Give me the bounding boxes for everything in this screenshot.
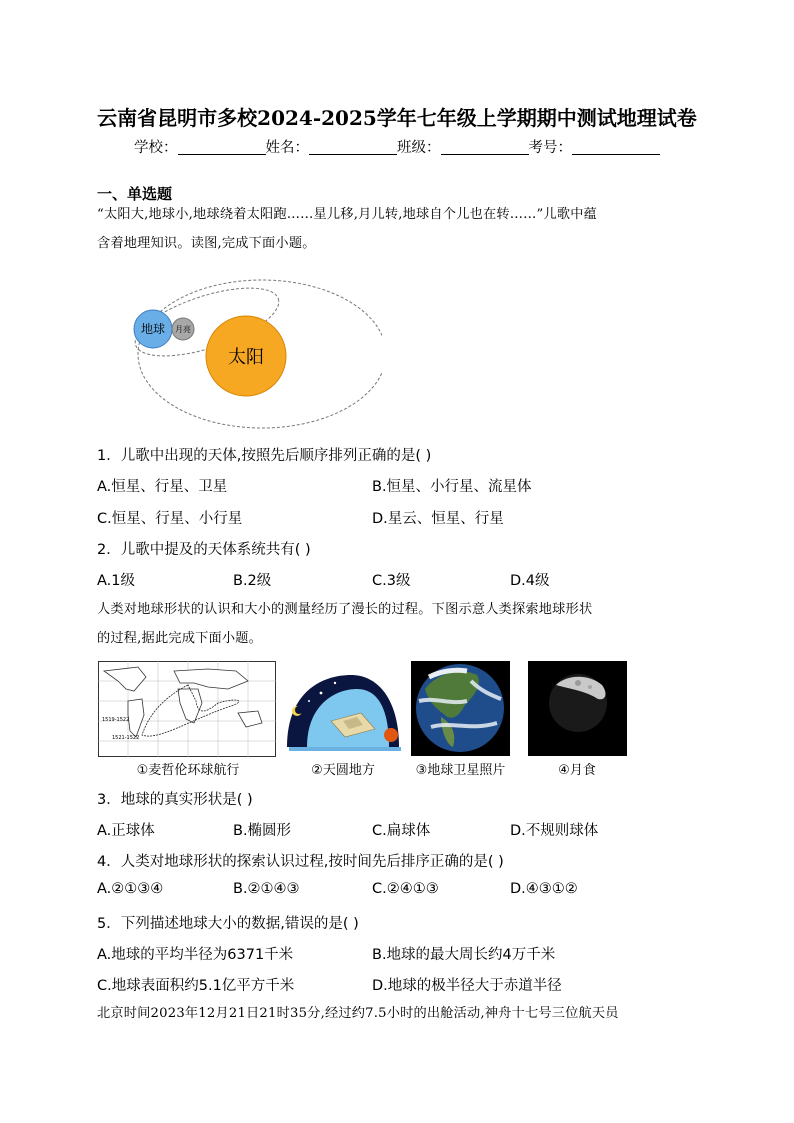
caption-2: ②天圆地方 <box>311 763 375 778</box>
map-route-label-1: 1519-1522 <box>102 717 130 723</box>
passage-1-line-1: “太阳大,地球小,地球绕着太阳跑……星儿移,月儿转,地球自个儿也在转……”儿歌中蕴 <box>97 207 598 222</box>
q1-option-a[interactable]: A.恒星、行星、卫星 <box>97 479 228 495</box>
moon-label: 月亮 <box>175 325 191 334</box>
q3-option-d[interactable]: D.不规则球体 <box>510 823 599 839</box>
magellan-voyage-map <box>98 661 276 757</box>
q5-option-b[interactable]: B.地球的最大周长约4万千米 <box>372 947 556 963</box>
round-sky-square-earth <box>283 671 403 751</box>
question-3: 3．地球的真实形状是( ) <box>97 792 253 808</box>
q2-option-d[interactable]: D.4级 <box>510 573 550 589</box>
sun-earth-moon-figure <box>92 262 382 434</box>
q4-option-a[interactable]: A.②①③④ <box>97 881 164 897</box>
passage-2-line-2: 的过程,据此完成下面小题。 <box>97 631 263 646</box>
lunar-eclipse-photo <box>528 661 627 756</box>
section-heading: 一、单选题 <box>97 185 173 203</box>
caption-3: ③地球卫星照片 <box>415 763 506 778</box>
q1-option-c[interactable]: C.恒星、行星、小行星 <box>97 511 243 527</box>
q4-option-d[interactable]: D.④③①② <box>510 881 578 897</box>
q2-option-b[interactable]: B.2级 <box>233 573 272 589</box>
school-label: 学校： <box>134 140 178 156</box>
q2-option-c[interactable]: C.3级 <box>372 573 411 589</box>
class-label: 班级： <box>397 140 441 156</box>
q1-option-b[interactable]: B.恒星、小行星、流星体 <box>372 479 532 495</box>
caption-1: ①麦哲伦环球航行 <box>136 763 240 778</box>
name-label: 姓名： <box>265 140 309 156</box>
q5-option-d[interactable]: D.地球的极半径大于赤道半径 <box>372 978 562 994</box>
q5-option-c[interactable]: C.地球表面积约5.1亿平方千米 <box>97 978 295 994</box>
map-route-label-2: 1521-1522 <box>112 735 140 741</box>
question-2: 2．儿歌中提及的天体系统共有( ) <box>97 542 311 558</box>
name-blank[interactable] <box>309 139 397 155</box>
q4-option-c[interactable]: C.②④①③ <box>372 881 439 897</box>
q5-option-a[interactable]: A.地球的平均半径为6371千米 <box>97 947 294 963</box>
q1-option-d[interactable]: D.星云、恒星、行星 <box>372 511 504 527</box>
question-1: 1．儿歌中出现的天体,按照先后顺序排列正确的是( ) <box>97 448 432 464</box>
exam-number-blank[interactable] <box>572 139 660 155</box>
q3-option-c[interactable]: C.扁球体 <box>372 823 431 839</box>
caption-4: ④月食 <box>558 763 596 778</box>
earth-label: 地球 <box>140 322 166 336</box>
student-info-row <box>0 136 794 157</box>
passage-1-line-2: 含着地理知识。读图,完成下面小题。 <box>97 236 316 251</box>
q2-option-a[interactable]: A.1级 <box>97 573 135 589</box>
passage-3 <box>97 999 702 1028</box>
passage-1 <box>97 200 702 258</box>
sun-label: 太阳 <box>228 347 264 368</box>
earth-satellite-photo <box>411 661 510 756</box>
question-4: 4．人类对地球形状的探索认识过程,按时间先后排序正确的是( ) <box>97 854 504 870</box>
exam-title: 云南省昆明市多校2024-2025学年七年级上学期期中测试地理试卷 <box>97 106 697 130</box>
passage-3-line-1: 北京时间2023年12月21日21时35分,经过约7.5小时的出舱活动,神舟十七号三位航天员 <box>97 1006 619 1021</box>
q3-option-a[interactable]: A.正球体 <box>97 823 155 839</box>
class-blank[interactable] <box>441 139 529 155</box>
exam-number-label: 考号： <box>528 140 572 156</box>
school-blank[interactable] <box>178 139 266 155</box>
passage-2-line-1: 人类对地球形状的认识和大小的测量经历了漫长的过程。下图示意人类探索地球形状 <box>97 602 593 617</box>
passage-2 <box>97 595 702 653</box>
q4-option-b[interactable]: B.②①④③ <box>233 881 300 897</box>
question-5: 5．下列描述地球大小的数据,错误的是( ) <box>97 916 359 932</box>
q3-option-b[interactable]: B.椭圆形 <box>233 823 292 839</box>
